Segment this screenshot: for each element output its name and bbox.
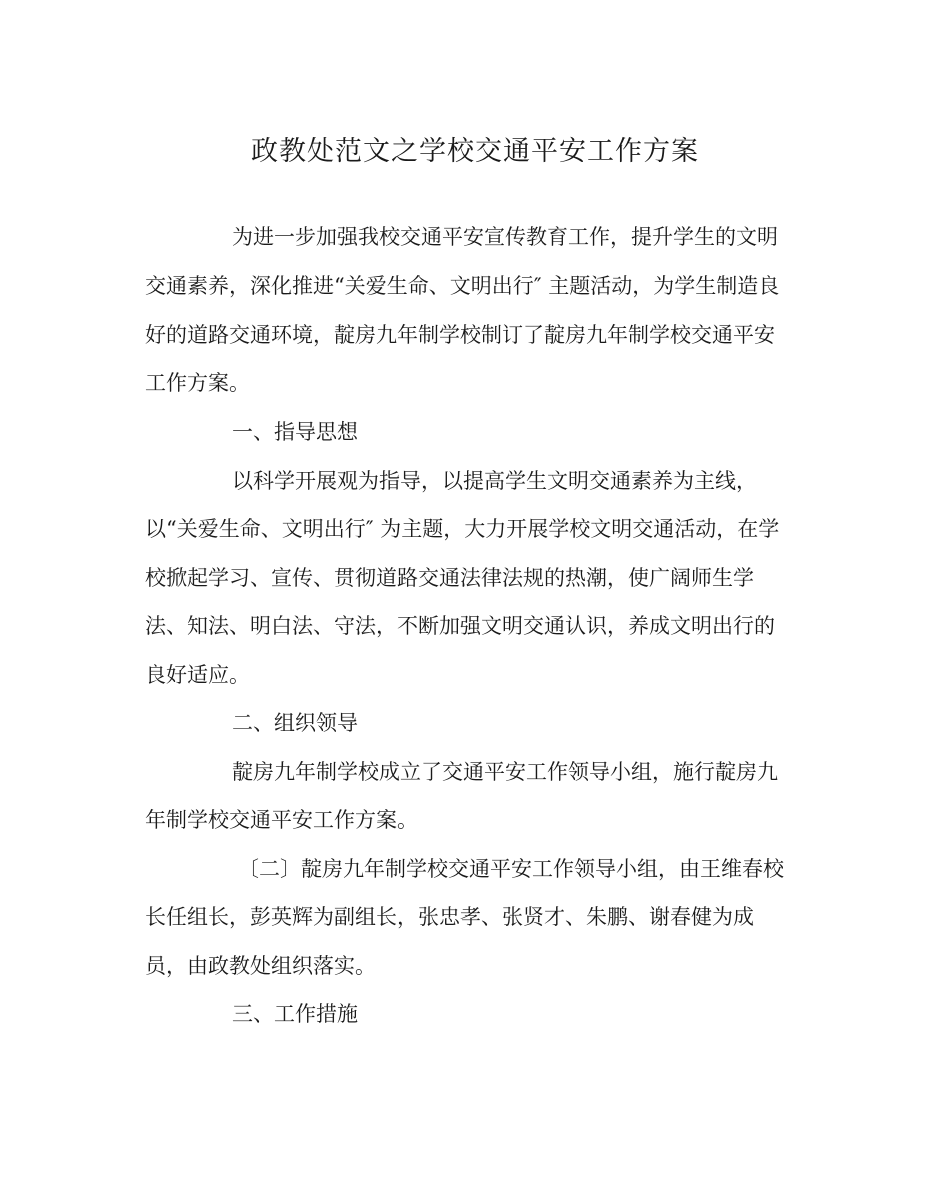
paragraph-line: 年制学校交通平安工作方案。 [145,808,418,832]
paragraph-line: 员，由政教处组织落实。 [145,954,376,978]
paragraph-line: 交通素养，深化推进“关爱生命、文明出行″ 主题活动，为学生制造良 [145,274,780,298]
paragraph-line: 好的道路交通环境，靛房九年制学校制订了靛房九年制学校交通平安 [145,323,775,347]
paragraph-line: 长任组长，彭英辉为副组长，张忠孝、张贤才、朱鹏、谢春健为成 [145,905,754,929]
paragraph-line: 以科学开展观为指导，以提高学生文明交通素养为主线， [232,469,757,493]
paragraph-line: 靛房九年制学校成立了交通平安工作领导小组，施行靛房九 [232,760,778,784]
section-heading: 一、指导思想 [232,420,358,444]
section-heading: 二、组织领导 [232,711,358,735]
section-heading: 三、工作措施 [232,1002,358,1026]
paragraph-line: 良好适应。 [145,663,250,687]
document-title: 政教处范文之学校交通平安工作方案 [251,136,699,167]
paragraph-line: 校掀起学习、宣传、贯彻道路交通法律法规的热潮，使广阔师生学 [145,566,754,590]
paragraph-line: 〔二〕靛房九年制学校交通平安工作领导小组，由王维春校 [238,857,784,881]
paragraph-line: 为进一步加强我校交通平安宣传教育工作，提升学生的文明 [232,225,778,249]
paragraph-line: 工作方案。 [145,371,250,395]
paragraph-line: 以“关爱生命、文明出行″ 为主题，大力开展学校文明交通活动，在学 [145,517,780,541]
paragraph-line: 法、知法、明白法、守法，不断加强文明交通认识，养成文明出行的 [145,614,775,638]
